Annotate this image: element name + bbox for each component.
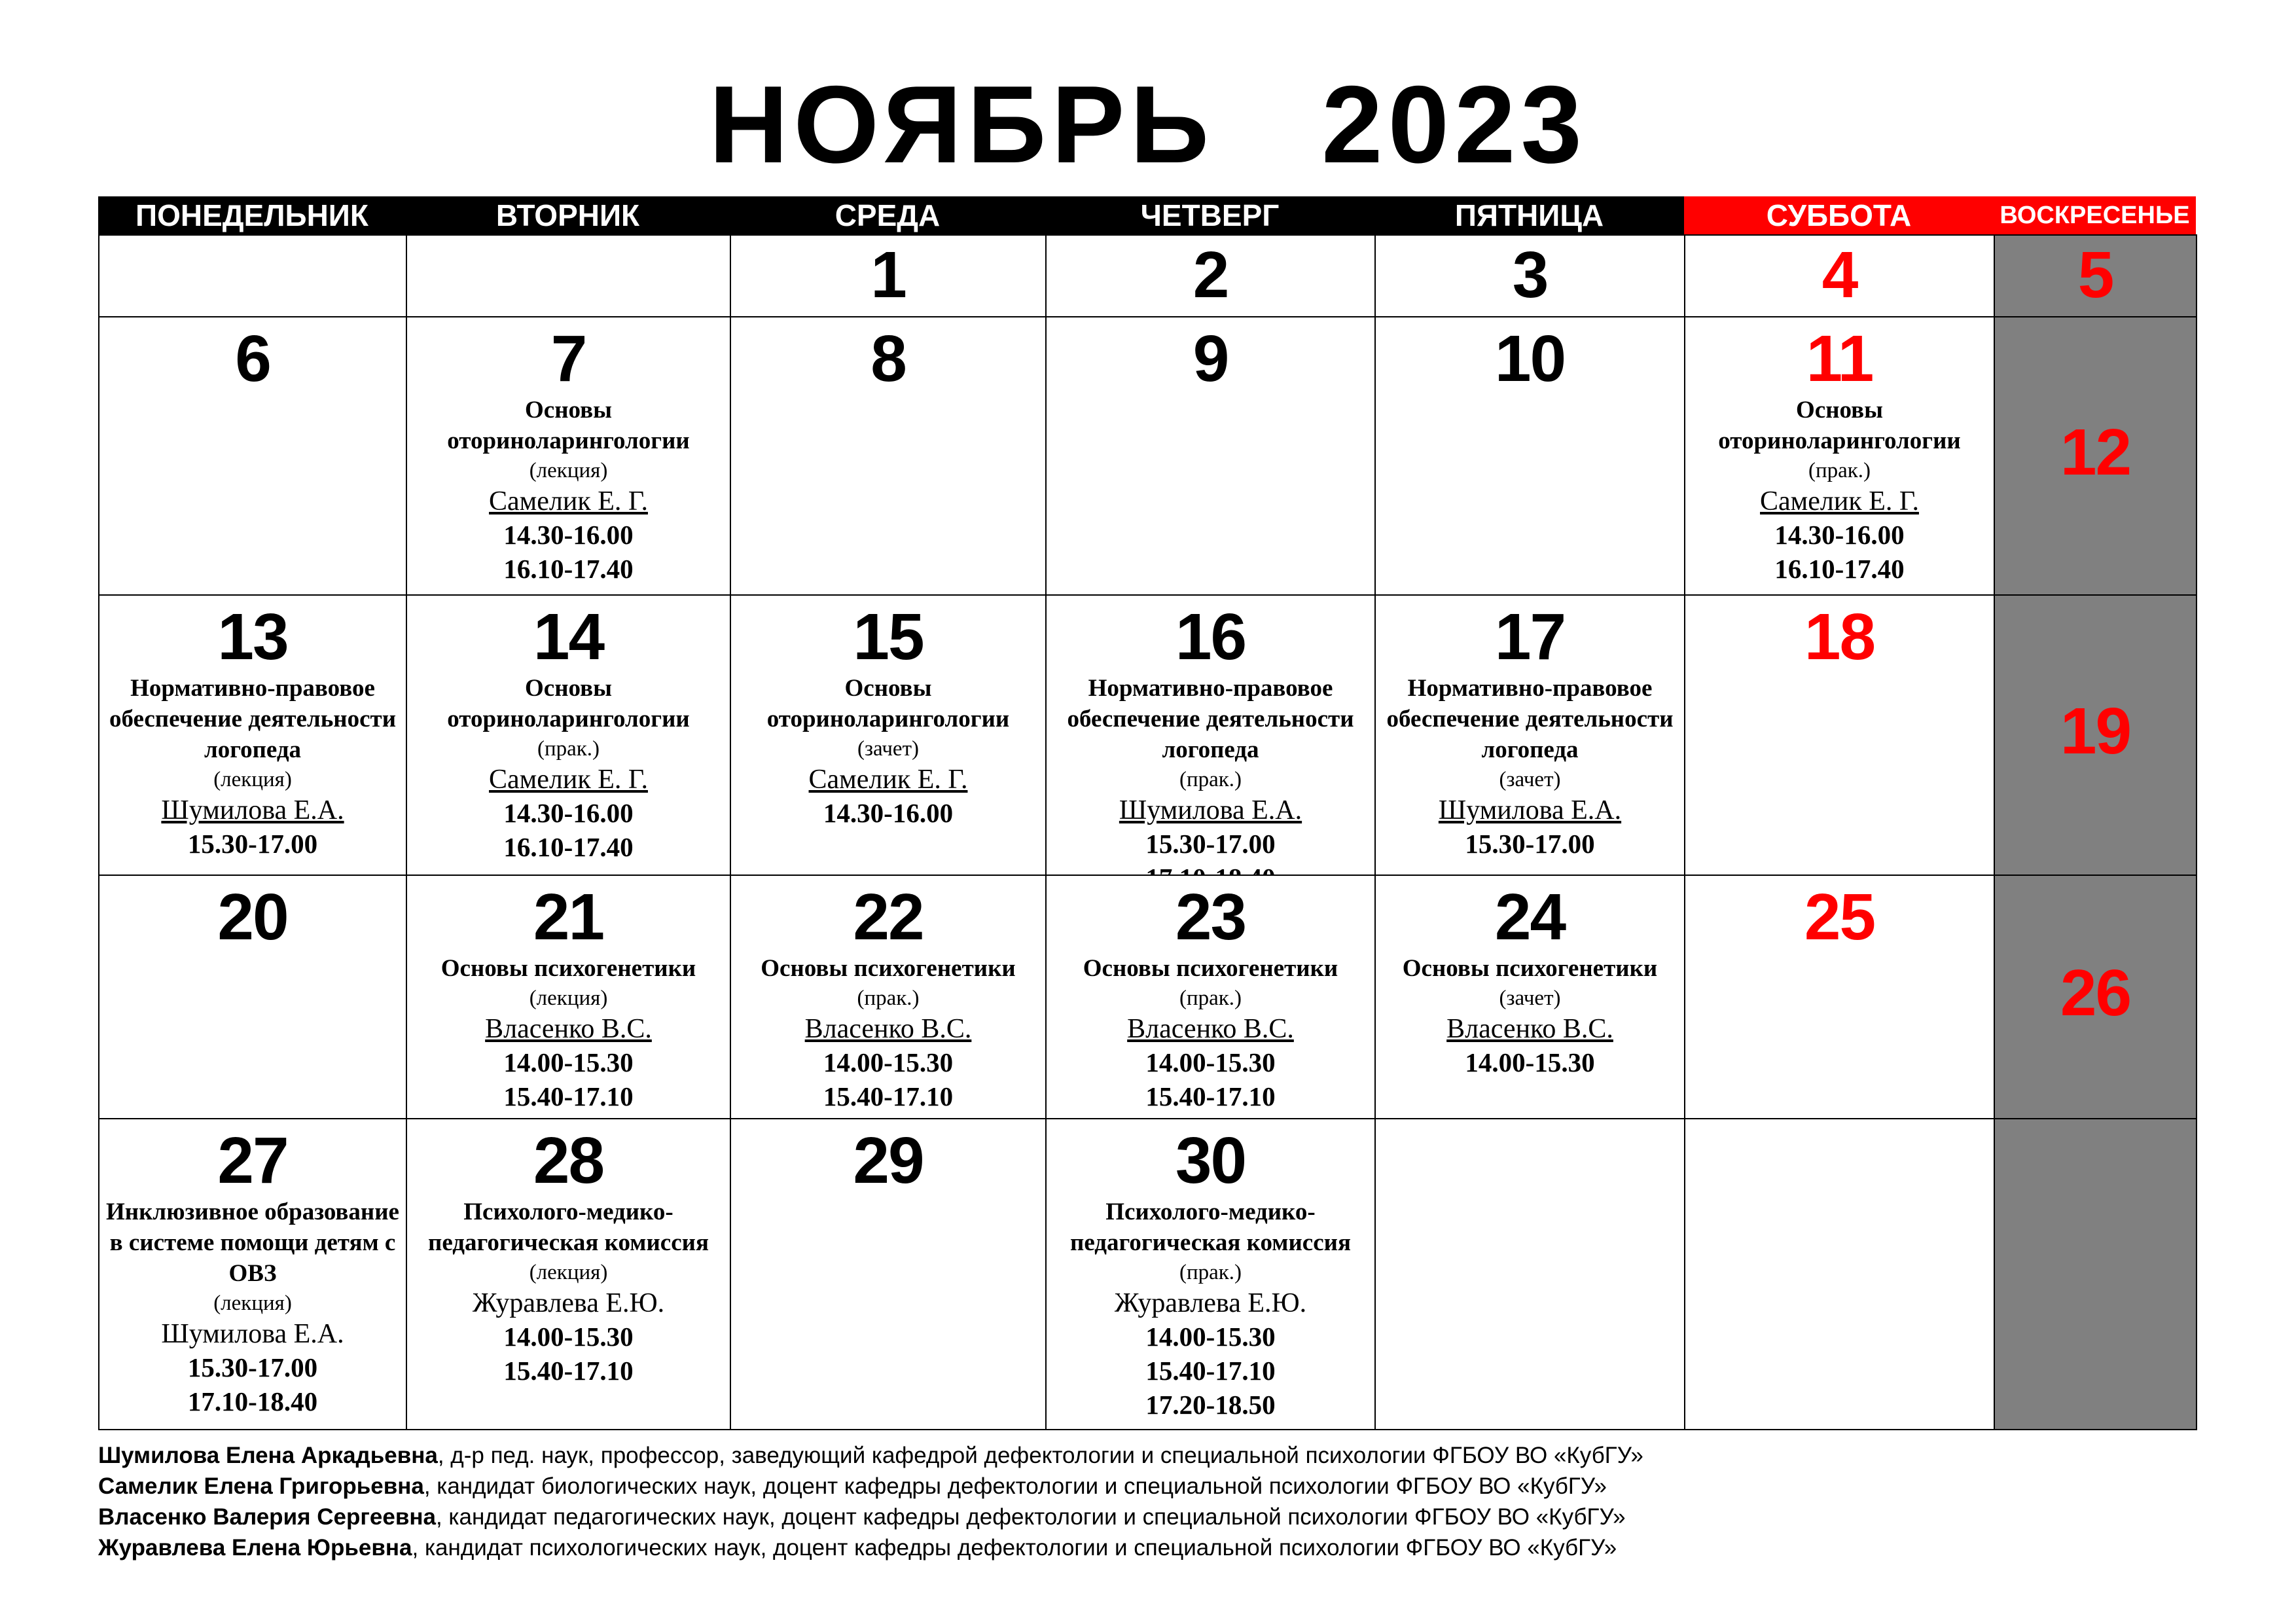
day-cell: [1045, 234, 1376, 317]
day-number: 29: [853, 1124, 924, 1197]
class-time: 14.00-15.30: [823, 1047, 954, 1077]
day-cell: [730, 1118, 1047, 1430]
day-cell: [1994, 1118, 2197, 1430]
class-type: (зачет): [857, 737, 919, 761]
course-name: Нормативно-правовое обеспечение деятельности логопеда: [1067, 675, 1354, 763]
day-cell: [1684, 1118, 1995, 1430]
class-time: 14.30-16.00: [503, 520, 634, 550]
day-cell: [1994, 316, 2197, 596]
day-cell: [98, 234, 407, 317]
weekday-header: ВОСКРЕСЕНЬЕ: [1994, 196, 2196, 234]
teacher-credentials: , д-р пед. наук, профессор, заведующий кафедрой дефектологии и специальной психологии ФГБОУ ВО «КубГУ»: [437, 1443, 1643, 1468]
class-entry: [1047, 673, 1374, 895]
class-time: 15.30-17.00: [187, 1352, 318, 1382]
weekday-header: СУББОТА: [1684, 196, 1994, 234]
class-type: (прак.): [537, 737, 600, 761]
weekday-header: ПОНЕДЕЛЬНИК: [98, 196, 406, 234]
teacher-name: Журавлева Е.Ю.: [472, 1288, 665, 1318]
day-cell: [730, 234, 1047, 317]
day-cell: [1374, 1118, 1685, 1430]
class-time: 16.10-17.40: [1774, 554, 1905, 584]
course-name: Основы психогенетики: [440, 955, 696, 982]
teacher-full-name: Самелик Елена Григорьевна: [98, 1473, 424, 1499]
class-time: 15.40-17.10: [503, 1081, 634, 1111]
course-name: Инклюзивное образование в системе помощи детям с ОВЗ: [106, 1199, 399, 1287]
class-type: (зачет): [1499, 768, 1561, 791]
day-cell: [1045, 1118, 1376, 1430]
course-name: Основы оториноларингологии: [1718, 397, 1961, 454]
teacher-name: Самелик Е. Г.: [489, 486, 648, 516]
class-time: 15.30-17.00: [187, 829, 318, 859]
day-number: 13: [217, 600, 288, 674]
class-entry: [731, 953, 1045, 1113]
day-cell: [1994, 875, 2197, 1119]
class-time: 15.40-17.10: [1145, 1081, 1276, 1111]
teacher-credentials: , кандидат психологических наук, доцент кафедры дефектологии и специальной психологии ФГБОУ ВО «КубГУ»: [412, 1535, 1617, 1561]
class-time: 14.00-15.30: [503, 1047, 634, 1077]
class-type: (прак.): [1179, 1261, 1242, 1284]
course-name: Нормативно-правовое обеспечение деятельности логопеда: [109, 675, 397, 763]
day-number: 8: [870, 322, 906, 395]
teacher-note: [98, 1502, 2225, 1532]
teacher-full-name: Журавлева Елена Юрьевна: [98, 1535, 412, 1561]
weekday-header: ПЯТНИЦА: [1374, 196, 1684, 234]
day-cell: [1374, 234, 1685, 317]
class-time: 14.30-16.00: [823, 798, 954, 828]
class-time: 15.40-17.10: [1145, 1356, 1276, 1386]
class-entry: [1685, 395, 1994, 586]
weekday-header: ЧЕТВЕРГ: [1045, 196, 1374, 234]
class-entry: [1376, 953, 1684, 1079]
day-number: 20: [217, 880, 288, 954]
class-time: 17.10-18.40: [187, 1386, 318, 1416]
teacher-name: Шумилова Е.А.: [161, 1319, 344, 1349]
teacher-note: [98, 1471, 2225, 1502]
day-number: 2: [1193, 238, 1229, 312]
day-number: 26: [2060, 956, 2131, 1030]
teacher-notes: [98, 1440, 2225, 1563]
day-cell: [406, 234, 731, 317]
teacher-name: Власенко В.С.: [1446, 1014, 1613, 1044]
class-type: (зачет): [1499, 986, 1561, 1010]
day-cell: [1684, 234, 1995, 317]
day-cell: [98, 594, 407, 876]
class-type: (прак.): [1179, 768, 1242, 791]
weekday-header: ВТОРНИК: [406, 196, 730, 234]
day-number: 28: [533, 1124, 604, 1197]
day-number: 14: [533, 600, 604, 674]
day-number: 27: [217, 1124, 288, 1197]
class-entry: [99, 1197, 406, 1418]
course-name: Основы оториноларингологии: [766, 675, 1010, 732]
course-name: Основы оториноларингологии: [447, 397, 690, 454]
course-name: Нормативно-правовое обеспечение деятельности логопеда: [1386, 675, 1674, 763]
class-time: 14.00-15.30: [1465, 1047, 1595, 1077]
teacher-name: Власенко В.С.: [485, 1014, 652, 1044]
class-time: 15.40-17.10: [823, 1081, 954, 1111]
day-number: 12: [2060, 416, 2131, 489]
class-time: 14.00-15.30: [1145, 1322, 1276, 1352]
teacher-name: Самелик Е. Г.: [1760, 486, 1919, 516]
day-cell: [1045, 594, 1376, 876]
class-time: 14.00-15.30: [1145, 1047, 1276, 1077]
day-cell: [1684, 316, 1995, 596]
day-cell: [406, 875, 731, 1119]
day-number: 15: [853, 600, 924, 674]
day-number: 16: [1175, 600, 1246, 674]
day-number: 22: [853, 880, 924, 954]
class-type: (лекция): [529, 986, 608, 1010]
day-number: 17: [1494, 600, 1566, 674]
page-title: НОЯБРЬ 2023: [709, 63, 1587, 186]
teacher-note: [98, 1532, 2225, 1563]
day-number: 25: [1804, 880, 1875, 954]
day-cell: [406, 1118, 731, 1430]
weekday-header: СРЕДА: [730, 196, 1045, 234]
teacher-name: Власенко В.С.: [1127, 1014, 1294, 1044]
day-cell: [1994, 234, 2197, 317]
day-number: 9: [1193, 322, 1229, 395]
day-cell: [1045, 316, 1376, 596]
course-name: Основы оториноларингологии: [447, 675, 690, 732]
class-type: (прак.): [857, 986, 920, 1010]
course-name: Основы психогенетики: [1083, 955, 1338, 982]
day-cell: [1045, 875, 1376, 1119]
course-name: Психолого-медико-педагогическая комиссия: [428, 1199, 709, 1256]
class-type: (прак.): [1179, 986, 1242, 1010]
day-number: 23: [1175, 880, 1246, 954]
class-entry: [99, 673, 406, 861]
teacher-name: Шумилова Е.А.: [1119, 795, 1302, 825]
teacher-name: Шумилова Е.А.: [161, 795, 344, 825]
day-cell: [98, 875, 407, 1119]
day-number: 7: [550, 322, 586, 395]
day-cell: [1374, 316, 1685, 596]
day-number: 18: [1804, 600, 1875, 674]
class-entry: [1047, 953, 1374, 1113]
day-cell: [1684, 875, 1995, 1119]
day-number: 10: [1494, 322, 1566, 395]
class-time: 16.10-17.40: [503, 554, 634, 584]
day-cell: [1994, 594, 2197, 876]
day-number: 24: [1494, 880, 1566, 954]
class-entry: [731, 673, 1045, 830]
class-time: 14.00-15.30: [503, 1322, 634, 1352]
teacher-credentials: , кандидат биологических наук, доцент кафедры дефектологии и специальной психологии ФГБОУ ВО «КубГУ»: [423, 1473, 1607, 1499]
day-cell: [1374, 875, 1685, 1119]
teacher-name: Журавлева Е.Ю.: [1114, 1288, 1307, 1318]
course-name: Психолого-медико-педагогическая комиссия: [1070, 1199, 1351, 1256]
day-number: 19: [2060, 695, 2131, 768]
class-type: (лекция): [529, 459, 608, 482]
class-entry: [407, 395, 730, 586]
day-number: 3: [1512, 238, 1548, 312]
day-cell: [730, 875, 1047, 1119]
day-cell: [98, 1118, 407, 1430]
class-type: (лекция): [529, 1261, 608, 1284]
class-entry: [407, 673, 730, 864]
day-cell: [406, 594, 731, 876]
teacher-name: Самелик Е. Г.: [489, 765, 648, 795]
class-entry: [1047, 1197, 1374, 1422]
teacher-name: Самелик Е. Г.: [808, 765, 968, 795]
class-entry: [1376, 673, 1684, 861]
class-time: 14.30-16.00: [503, 798, 634, 828]
class-time: 15.30-17.00: [1145, 829, 1276, 859]
day-number: 6: [235, 322, 270, 395]
day-cell: [406, 316, 731, 596]
class-time: 16.10-17.40: [503, 832, 634, 862]
class-entry: [407, 1197, 730, 1388]
teacher-full-name: Власенко Валерия Сергеевна: [98, 1504, 436, 1530]
class-time: 15.30-17.00: [1465, 829, 1595, 859]
course-name: Основы психогенетики: [761, 955, 1016, 982]
day-number: 21: [533, 880, 604, 954]
day-number: 30: [1175, 1124, 1246, 1197]
day-cell: [730, 594, 1047, 876]
course-name: Основы психогенетики: [1402, 955, 1658, 982]
class-type: (прак.): [1808, 459, 1871, 482]
class-time: 17.20-18.50: [1145, 1390, 1276, 1420]
teacher-name: Шумилова Е.А.: [1438, 795, 1622, 825]
day-number: 5: [2077, 238, 2113, 312]
day-number: 11: [1806, 322, 1873, 395]
teacher-name: Власенко В.С.: [804, 1014, 972, 1044]
day-cell: [98, 316, 407, 596]
teacher-full-name: Шумилова Елена Аркадьевна: [98, 1443, 438, 1468]
class-type: (лекция): [213, 1291, 292, 1315]
calendar-grid: [98, 196, 2196, 1429]
class-type: (лекция): [213, 768, 292, 791]
class-time: 15.40-17.10: [503, 1356, 634, 1386]
class-entry: [407, 953, 730, 1113]
day-cell: [1684, 594, 1995, 876]
teacher-credentials: , кандидат педагогических наук, доцент кафедры дефектологии и специальной психологии ФГБОУ ВО «КубГУ»: [435, 1504, 1626, 1530]
day-number: 1: [870, 238, 906, 312]
day-cell: [1374, 594, 1685, 876]
class-time: 14.30-16.00: [1774, 520, 1905, 550]
day-cell: [730, 316, 1047, 596]
day-number: 4: [1821, 238, 1857, 312]
teacher-note: [98, 1440, 2225, 1471]
